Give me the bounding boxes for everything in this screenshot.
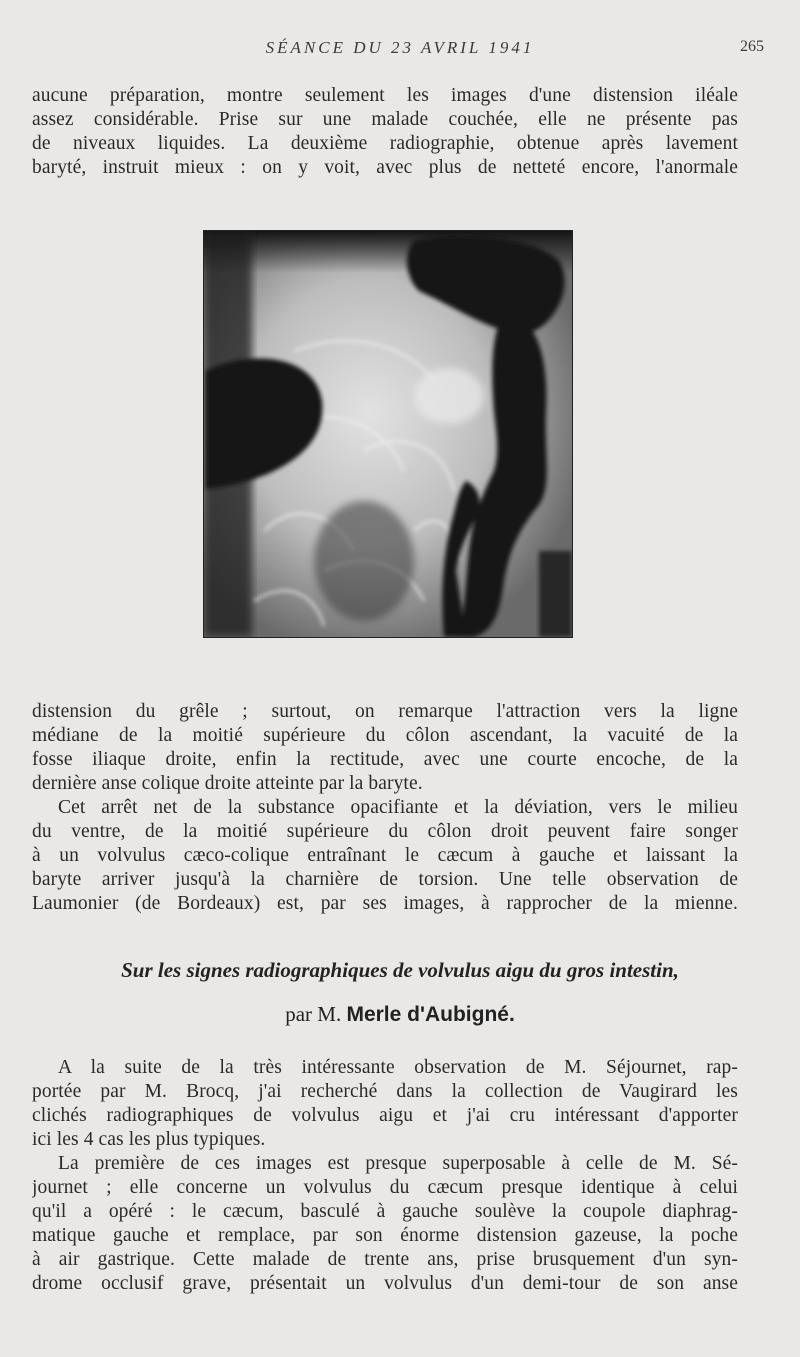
- text-line: distension du grêle ; surtout, on remarque l'attraction vers la ligne: [32, 701, 738, 722]
- text-line: A la suite de la très intéressante observation de M. Séjournet, rap-: [58, 1057, 738, 1078]
- text-line: du ventre, de la moitié supérieure du côlon droit peuvent faire songer: [32, 821, 738, 842]
- author-name: Merle d'Aubigné.: [346, 1003, 515, 1026]
- text-line: aucune préparation, montre seulement les images d'une distension iléale: [32, 85, 738, 106]
- text-line: La première de ces images est presque superposable à celle de M. Sé-: [58, 1153, 738, 1174]
- page-number: 265: [740, 38, 764, 55]
- text-line: baryté, instruit mieux : on y voit, avec plus de netteté encore, l'anormale: [32, 157, 738, 178]
- text-line: dernière anse colique droite atteinte par la baryte.: [32, 773, 423, 794]
- text-line: ici les 4 cas les plus typiques.: [32, 1129, 266, 1150]
- radiograph-figure: [203, 230, 573, 638]
- text-line: fosse iliaque droite, enfin la rectitude, avec une courte encoche, de la: [32, 749, 738, 770]
- text-line: à air gastrique. Cette malade de trente ans, prise brusquement d'un syn-: [32, 1249, 738, 1270]
- text-line: baryte arriver jusqu'à la charnière de torsion. Une telle observation de: [32, 869, 738, 890]
- article-title: Sur les signes radiographiques de volvulus aigu du gros intestin,: [121, 958, 679, 982]
- text-line: journet ; elle concerne un volvulus du cæcum presque identique à celui: [32, 1177, 738, 1198]
- paragraph-bottom-2: [32, 1152, 738, 1296]
- text-line: portée par M. Brocq, j'ai recherché dans la collection de Vaugirard les: [32, 1081, 738, 1102]
- text-line: de niveaux liquides. La deuxième radiographie, obtenue après lavement: [32, 133, 738, 154]
- text-line: matique gauche et remplace, par son énorme distension gazeuse, la poche: [32, 1225, 738, 1246]
- running-head: [0, 38, 800, 62]
- running-title: SÉANCE DU 23 AVRIL 1941: [265, 38, 535, 57]
- text-line: drome occlusif grave, présentait un volvulus d'un demi-tour de son anse: [32, 1273, 738, 1294]
- author-prefix: par M.: [285, 1002, 342, 1026]
- paragraph-mid-2: [32, 796, 738, 916]
- paragraph-mid-1: [32, 700, 738, 796]
- article-author: [0, 1002, 800, 1027]
- paragraph-top: [32, 84, 738, 180]
- text-line: qu'il a opéré : le cæcum, basculé à gauche soulève la coupole diaphrag-: [32, 1201, 738, 1222]
- text-line: à un volvulus cæco-colique entraînant le cæcum à gauche et laissant la: [32, 845, 738, 866]
- text-line: clichés radiographiques de volvulus aigu et j'ai cru intéressant d'apporter: [32, 1105, 738, 1126]
- paragraph-bottom-1: [32, 1056, 738, 1152]
- text-line: assez considérable. Prise sur une malade couchée, elle ne présente pas: [32, 109, 738, 130]
- text-line: Cet arrêt net de la substance opacifiante et la déviation, vers le milieu: [58, 797, 738, 818]
- text-line: médiane de la moitié supérieure du côlon ascendant, la vacuité de la: [32, 725, 738, 746]
- text-line: Laumonier (de Bordeaux) est, par ses images, à rapprocher de la mienne.: [32, 893, 738, 914]
